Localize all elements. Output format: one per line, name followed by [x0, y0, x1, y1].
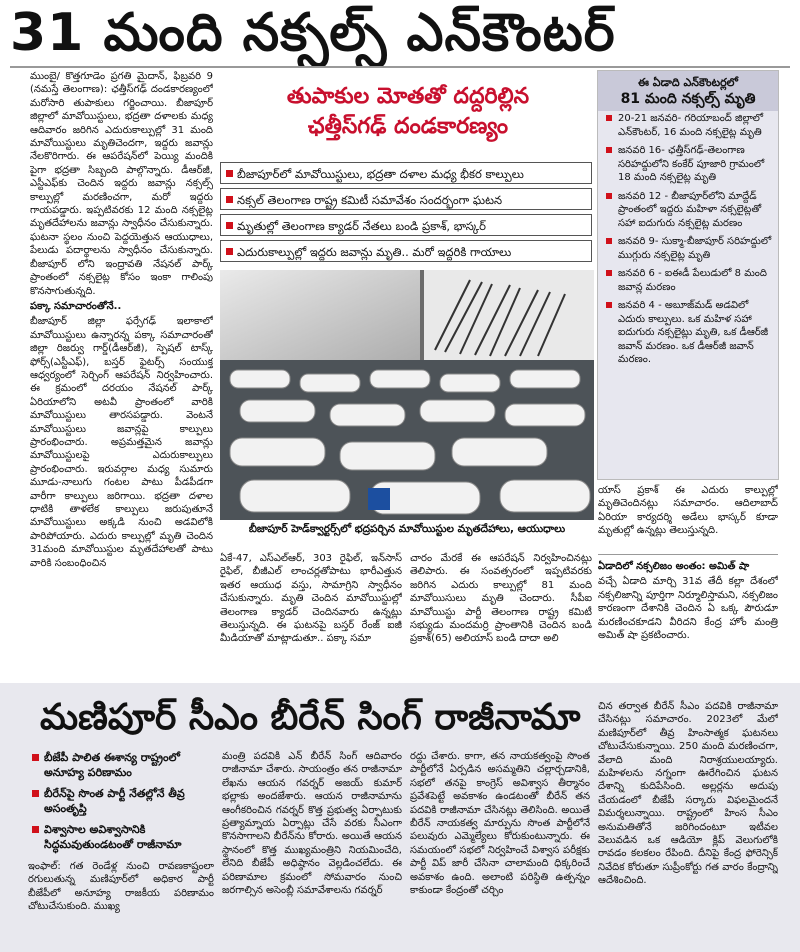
section-2-bullet: బీరేన్‌పై సొంత పార్టీ నేతల్లోనే తీవ్ర అసంతృప్తి: [28, 786, 208, 818]
highlight-bullet: బీజాపూర్‌లో మావోయిస్టులు, భద్రతా దళాల మధ్య భీకర కాల్పులు: [220, 162, 592, 184]
photo-illustration: [220, 270, 594, 520]
sidebar-title-line-2: 81 మంది నక్సల్స్ మృతి: [620, 91, 756, 107]
main-headline: 31 మంది నక్సల్స్ ఎన్‌కౌంటర్: [10, 3, 616, 63]
column-4b-text: వచ్చే ఏడాది మార్చి 31వ తేదీ కల్లా దేశంలో నక్సలిజాన్ని పూర్తిగా నిర్మూలిస్తామని, నక్సలిజం కారణంగా దేశానికి చెందిన ఏ ఒక్క పౌరుడూ మరణించకూడని వీరిదని కేంద్ర హోం మంత్రి అమిత్ షా ప్రకటించారు.: [598, 576, 778, 642]
sidebar-box: [597, 70, 779, 480]
deck: [228, 82, 588, 142]
sidebar-title-line-1: ఈ ఏడాది ఎన్‌కౌంటర్లలో: [638, 76, 738, 89]
section-2-column-a: ఇంఫాల్: గత రెండేళ్ల నుంచి రావణకాష్టంలా రగులుతున్న మణిపూర్‌లో అధికార పార్టీ బీజేపీలో అనూహ్య రాజకీయ పరిణామం చోటుచేసుకుంది. ముఖ్య: [28, 861, 214, 913]
column-4-rule: [598, 554, 778, 555]
subheading-amit-shah: ఏడాదిలో నక్సలిజం అంతం: అమిత్ షా: [598, 561, 750, 572]
column-1-text-2: బీజాపూర్ జిల్లా ఫర్సేగఢ్ ఇలాకాలో మావోయిస్టులు ఉన్నారన్న పక్కా సమాచారంతో జిల్లా రిజర్వు గార్డ్(డీఆర్‌జీ), స్పెషల్ టాస్క్ ఫోర్స్(ఎస్టీఎఫ్), బస్తర్ ఫైటర్స్ సంయుక్త ఆధ్వర్యంలో సెర్చింగ్ ఆపరేషన్ నిర్వహించారు. ఈ క్రమంలో దరయం నేషనల్ పార్క్ ఏరియాలోని అటవీ ప్రాంతంలో వారికి మావోయిస్టులు తారసపడ్డారు. వెంటనే మావోయిస్టులు జవాన్లపై కాల్పులు ప్రారంభించారు. అప్రమత్తమైన జవాన్లు మావోయిస్టులపై ఎదురుకాల్పులు ప్రారంభించారు. ఇరువర్గాల మధ్య సుమారు మూడు-నాలుగు గంటల పాటు పీడపీడగా వారీగా కాల్పులు జరిగాయి. భద్రతా దళాల ధాటికి తాళలేక కాల్పులు జరుపుతూనే మావోయిస్టులు అక్కడి నుంచి అడవిలోకి పారిపోయారు. ఎదురు కాల్పుల్లో మృతి చెందిన 31మంది మావోయిస్టుల మృతదేహాలతో పాటు వారికి సంబంధించిన: [30, 316, 213, 569]
highlight-bullet: నక్సల్ తెలంగాణ రాష్ట్ర కమిటీ సమావేశం సందర్భంగా ఘటన: [220, 188, 592, 210]
sidebar-item: జనవరి 16- ఛత్తీస్‌గఢ్-తెలంగాణ సరిహద్దులోని కంకేర్ పూజారి గ్రామంలో 18 మంది నక్సలైట్ల మృతి: [598, 143, 778, 189]
section-2-bullet: విశ్వాసాల అవిశ్వాసానికి సిద్ధమవుతుండటంతో రాజీనామా: [28, 822, 208, 854]
deck-line-2: ఛత్తీస్‌గఢ్ దండకారణ్యం: [307, 114, 509, 139]
headline-rule: [10, 66, 790, 68]
news-photo: [220, 270, 594, 520]
article-column-3: చారం మేరకే ఈ ఆపరేషన్ నిర్వహించినట్లు తెలిపారు. ఈ సంవత్సరంలో ఇప్పటివరకు జరిగిన ఎదురు కాల్పుల్లో 81 మంది మావోయిసులు మృతి చెందారు. సీపీఐ మావోయిస్టు పార్టీ తెలంగాణ రాష్ట్ర కమిటీ సభ్యుడు మందమర్రి ప్రాంతానికి చెందిన బండి ప్రకాశ్(65) అలియాస్ బండి దాదా అలి: [410, 553, 592, 645]
article-column-4b: [598, 560, 778, 678]
subheading: పక్కా సమాచారంతోనే..: [30, 300, 122, 312]
section-2-column-d: చిన తర్వాత బీరేన్ సీఎం పదవికి రాజీనామా చేసినట్లు సమాచారం. 2023లో మేలో మణిపూర్‌లో తీవ్ర హింసాత్మక ఘటనలు చోటుచేసుకున్నాయి. 250 మంది మరణించగా, వేలాది మంది నిరాశ్రయులయ్యారు. మహిళలను నగ్నంగా ఊరేగించిన ఘటన దేశాన్ని కుదిపేసింది. అల్లర్లను అదుపు చేయడంలో బీజేపీ సర్కారు విఫలమైందనే విమర్శలున్నాయి. రాష్ట్రంలో హింస సీఎం అనుమతితోనే జరిగిందంటూ ఇటీవల వెలువడిన ఒక ఆడియో క్లిప్ వెలుగులోకి రావడం కలకలం రేపింది. దీనిపై కేంద్ర ఫోరెన్సిక్ నివేదిక కోరుతూ సుప్రీంకోర్టు గత వారం కేంద్రాన్ని ఆదేశించింది.: [598, 701, 778, 887]
column-1-text: ముంబై/ కొత్తగూడెం ప్రగతి మైదాన్, ఫిబ్రవరి 9 (నమస్తే తెలంగాణ): ఛత్తీస్‌గఢ్ దండకారణ్యంలో మరోసారి తుపాకులు గర్జించాయి. బీజాపూర్ జిల్లాలో మావోయిస్టులు, భద్రతా దళాలకు మధ్య ఆదివారం జరిగిన ఎదురుకాల్పుల్లో 31 మంది మావోయిస్టులు మృతిచెందగా, ఇద్దరు జవాన్లు నేలకొరిగారు. ఈ ఆపరేషన్‌లో పెయ్యి మందికి పైగా భద్రతా సిబ్బంది పాల్గొన్నారు. డీఆర్‌జీ, ఎస్టీఎఫ్‌కు చెందిన ఇద్దరు జవాన్లు నక్సల్స్ కాల్పుల్లో మరణించగా, మరో ఇద్దరు గాయపడ్డారు. ఇప్పటివరకు 12 మంది నక్సలైట్ల మృతదేహాలను జవాన్లు స్వాధీనం చేసుకున్నారు. ఘటనా స్థలం నుంచి పెద్దయెత్తున ఆయుధాలు, పేలుడు పదార్థాలను స్వాధీనం చేసుకున్నారు. బీజాపూర్ లోని ఇంద్రావతి నేషనల్ పార్క్ ప్రాంతంలో నక్సలైట్ల కోసం ఇంకా గాలింపు కొనసాగుతున్నది.: [30, 71, 213, 297]
photo-caption: బీజాపూర్ హెడ్‌క్వార్టర్స్‌లో భద్రపర్చిన మావోయిస్టుల మృతదేహాలు, ఆయుధాలు: [248, 523, 566, 535]
highlight-bullet: ఎదురుకాల్పుల్లో ఇద్దరు జవాన్లు మృతి.. మరో ఇద్దరికి గాయాలు: [220, 240, 592, 262]
section-2-headline: మణిపూర్ సీఎం బీరేన్ సింగ్ రాజీనామా: [40, 697, 581, 738]
article-column-4a: యాస్ ప్రకాశ్ ఈ ఎదురు కాల్పుల్లో మృతిచెందినట్లు సమాచారం. ఆదిలాబాద్ ఏరియా కార్యదర్శి అడేలు భాస్కర్ కూడా మృతుల్లో ఉన్నట్లు తెలుస్తున్నది.: [598, 485, 778, 537]
sidebar-item: జనవరి 6 - ఐఈడీ పేలుడులో 8 మంది జవాన్ల మరణం: [598, 266, 778, 298]
sidebar-item: 20-21 జనవరి- గరియాబంద్ జిల్లాలో ఎన్‌కౌంటర్, 16 మంది నక్సలైట్ల మృతి: [598, 111, 778, 143]
highlight-bullet: మృతుల్లో తెలంగాణ క్యాడర్ నేతలు బండి ప్రకాశ్, భాస్కర్: [220, 214, 592, 236]
sidebar-item: జనవరి 12 - బీజాపూర్‌లోని మాద్దేడ్ ప్రాంతంలో ఇద్దరు మహిళా నక్సలైట్లతో సహా ఐదుగురు నక్సలైట్ల మరణం: [598, 189, 778, 235]
section-2-column-b: మంత్రి పదవికి ఎన్ బీరేన్ సింగ్ ఆదివారం రాజీనామా చేశారు. సాయంత్రం తన రాజీనామా లేఖను ఆయన గవర్నర్ అజయ్ కుమార్ భల్లాకు అందజేశారు. ఆయన రాజీనామాను ఆంగీకరించిన గవర్నర్ కొత్త ప్రభుత్వ ఏర్పాటుకు ప్రత్యామ్నాయ ఏర్పాట్లు చేసే వరకు సీఎంగా కొనసాగాలని బీరేన్‌ను కోరారు. అయితే ఆయన స్థానంలో కొత్త ముఖ్యమంత్రిని నియమించేది, లేనిది బీజేపీ అధిష్ఠానం వెల్లడించలేదు. ఈ పరిణామాల క్రమంలో సోమవారం నుంచి జరగాల్సిన అసెంబ్లీ సమావేశాలను గవర్నర్: [222, 751, 402, 897]
sidebar-item: జనవరి 4 - అబూజ్‌మడ్ అడవిలో ఎదురు కాల్పులు. ఒక మహిళ సహా ఐదుగురు నక్సలైట్లు మృతి, ఒక డీఆర్‌జీ జవాన్ మరణం. ఒక డీఆర్‌జీ జవాన్ మరణం.: [598, 298, 778, 371]
sidebar-item: జనవరి 9- సుక్మా-బీజాపూర్ సరిహద్దులో ముగ్గురు నక్సలైట్ల మృతి: [598, 234, 778, 266]
section-2-bullet: బీజేపీ పాలిత ఈశాన్య రాష్ట్రంలో అనూహ్య పరిణామం: [28, 750, 208, 782]
article-column-2: ఏకే-47, ఎస్ఎల్ఆర్, 303 రైఫిల్, ఇన్‌సాస్ రైఫిల్, బీజీఎల్ లాంచర్లతోపాటు భారీఎత్తున ఇతర ఆయుధ వస్తు, సామాగ్రిని స్వాధీనం చేసుకున్నారు. మృతి చెందిన మావోయిస్టుల్లో తెలంగాణ క్యాడర్ చెందినవారు ఉన్నట్లు తెలుస్తున్నది. ఈ ఘటనపై బస్తర్ రేంజ్ ఐజీ మీడియాతో మాట్లాడుతూ.. పక్కా సమా: [220, 553, 402, 645]
article-column-1: [30, 70, 213, 682]
section-2-column-c: రద్దు చేశారు. కాగా, తన నాయకత్వంపై సొంత పార్టీలోనే ఏర్పడిన అసమ్మతిని చల్లార్చడానికి, సభలో తనపై కాంగ్రెస్ అవిశ్వాస తీర్మానం ప్రవేశపెట్టే అవకాశం ఉండటంతో బీరేన్ తన పదవికి రాజీనామా చేసినట్లు తెలిసింది. అయితే బీరేన్ నాయకత్వ మార్పును సొంత పార్టీలోనే పలువురు ఎమ్మెల్యేలు కోరుకుంటున్నారు. ఈ సమయంలో సభలో నిర్వహించే విశ్వాస పరీక్షకు పార్టీ విప్ జారీ చేసినా చాలామంది ధిక్కరించే అవకాశం ఉంది. అలాంటి పరిస్థితి ఉత్పన్నం కాకుండా కేంద్రంతో చర్చిం: [410, 751, 590, 897]
deck-line-1: తుపాకుల మోతతో దద్దరిల్లిన: [286, 84, 530, 109]
sidebar-title: [598, 71, 778, 111]
